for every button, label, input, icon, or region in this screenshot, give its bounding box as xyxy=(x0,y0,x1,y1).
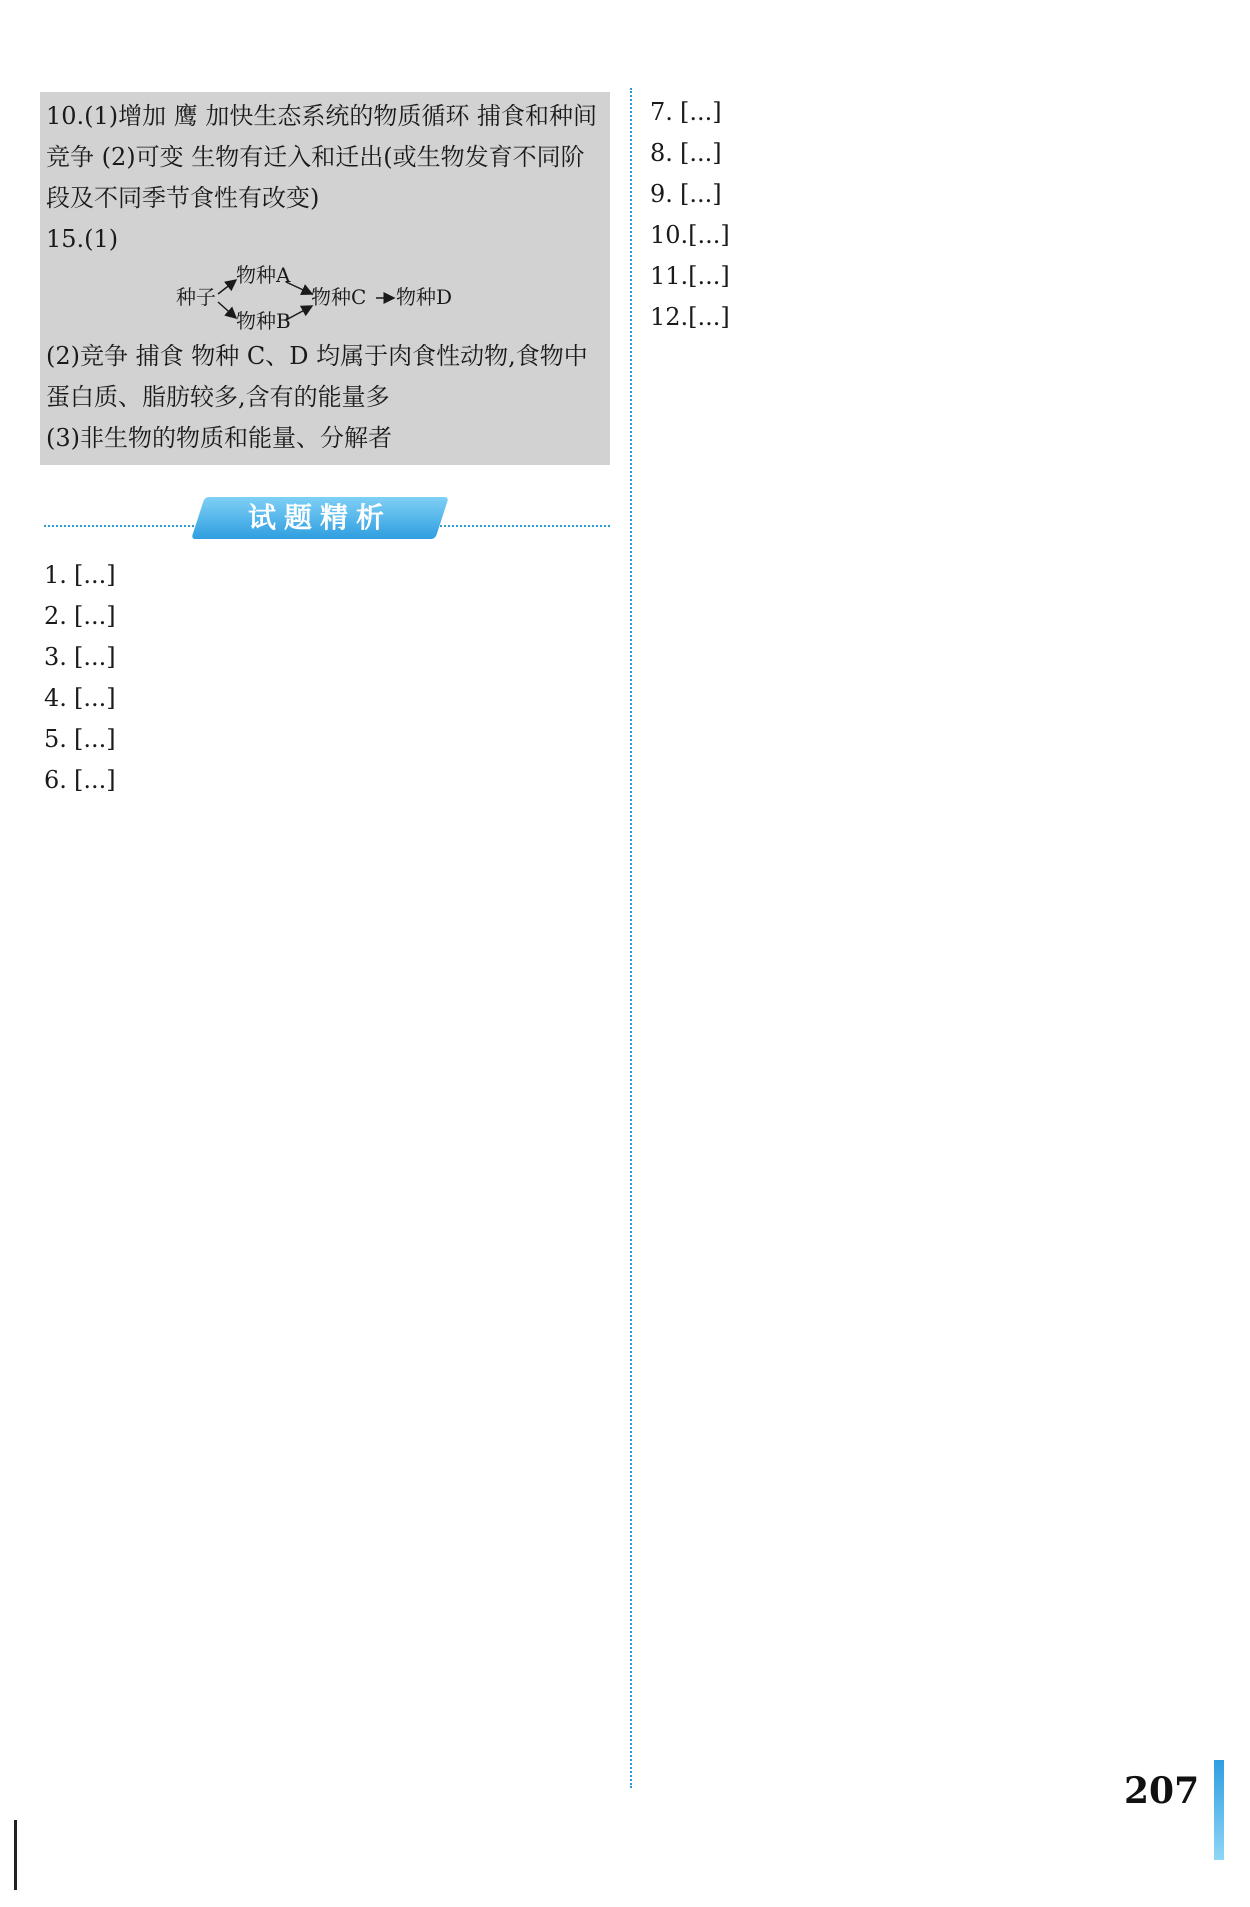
arrow-a-to-c xyxy=(286,282,312,294)
item-number: 6. xyxy=(44,766,67,794)
item-text: [...] xyxy=(688,303,730,331)
binding-mark xyxy=(14,1820,17,1890)
explanation-item xyxy=(44,555,610,596)
item-number: 11. xyxy=(650,262,689,290)
explanation-item xyxy=(650,133,1210,174)
item-number: 4. xyxy=(44,684,67,712)
item-text: [...] xyxy=(74,602,116,630)
item-number: 12. xyxy=(650,303,689,331)
item-text: [...] xyxy=(688,262,730,290)
heading-text: 试题精析 xyxy=(247,501,392,534)
section-heading xyxy=(44,489,610,549)
item-text: [...] xyxy=(680,180,722,208)
web-seed-label: 种子 xyxy=(176,285,216,309)
answer-10: 10.(1)增加 鹰 加快生态系统的物质循环 捕食和种间竞争 (2)可变 生物有迁入和迁出(或生物发育不同阶段及不同季节食性有改变) xyxy=(46,102,598,212)
item-number: 7. xyxy=(650,98,673,126)
item-text: [...] xyxy=(74,766,116,794)
item-text: [...] xyxy=(74,725,116,753)
food-web-diagram xyxy=(46,262,466,334)
right-column xyxy=(650,92,1210,338)
left-column xyxy=(44,92,610,801)
item-number: 5. xyxy=(44,725,67,753)
arrow-seed-to-b xyxy=(218,302,236,318)
explanation-item xyxy=(650,174,1210,215)
left-item-list xyxy=(44,555,610,801)
explanation-item xyxy=(650,256,1210,297)
item-number: 3. xyxy=(44,643,67,671)
explanation-item xyxy=(650,297,1210,338)
item-text: [...] xyxy=(688,221,730,249)
explanation-item xyxy=(44,637,610,678)
explanation-item xyxy=(650,215,1210,256)
answer-15-title: 15.(1) xyxy=(46,225,119,253)
item-number: 10. xyxy=(650,221,689,249)
item-number: 8. xyxy=(650,139,673,167)
answer-15-3: (3)非生物的物质和能量、分解者 xyxy=(46,424,392,452)
web-species-c-label: 物种C xyxy=(311,285,367,309)
explanation-item xyxy=(44,678,610,719)
explanation-item xyxy=(44,760,610,801)
explanation-item xyxy=(44,719,610,760)
column-divider xyxy=(630,88,632,1788)
item-text: [...] xyxy=(74,643,116,671)
explanation-item xyxy=(650,92,1210,133)
answer-box xyxy=(40,92,610,465)
web-species-d-label: 物种D xyxy=(396,285,453,309)
web-species-a-label: 物种A xyxy=(236,263,291,287)
page-number: 207 xyxy=(1124,1770,1200,1812)
item-text: [...] xyxy=(74,561,116,589)
item-number: 9. xyxy=(650,180,673,208)
web-species-b-label: 物种B xyxy=(236,309,291,333)
page-edge-tab xyxy=(1214,1760,1224,1860)
explanation-item xyxy=(44,596,610,637)
arrow-seed-to-a xyxy=(218,280,236,294)
item-number: 2. xyxy=(44,602,67,630)
item-text: [...] xyxy=(74,684,116,712)
item-text: [...] xyxy=(680,139,722,167)
item-text: [...] xyxy=(680,98,722,126)
item-number: 1. xyxy=(44,561,67,589)
answer-15-2: (2)竞争 捕食 物种 C、D 均属于肉食性动物,食物中蛋白质、脂肪较多,含有的能量多 xyxy=(46,342,588,411)
